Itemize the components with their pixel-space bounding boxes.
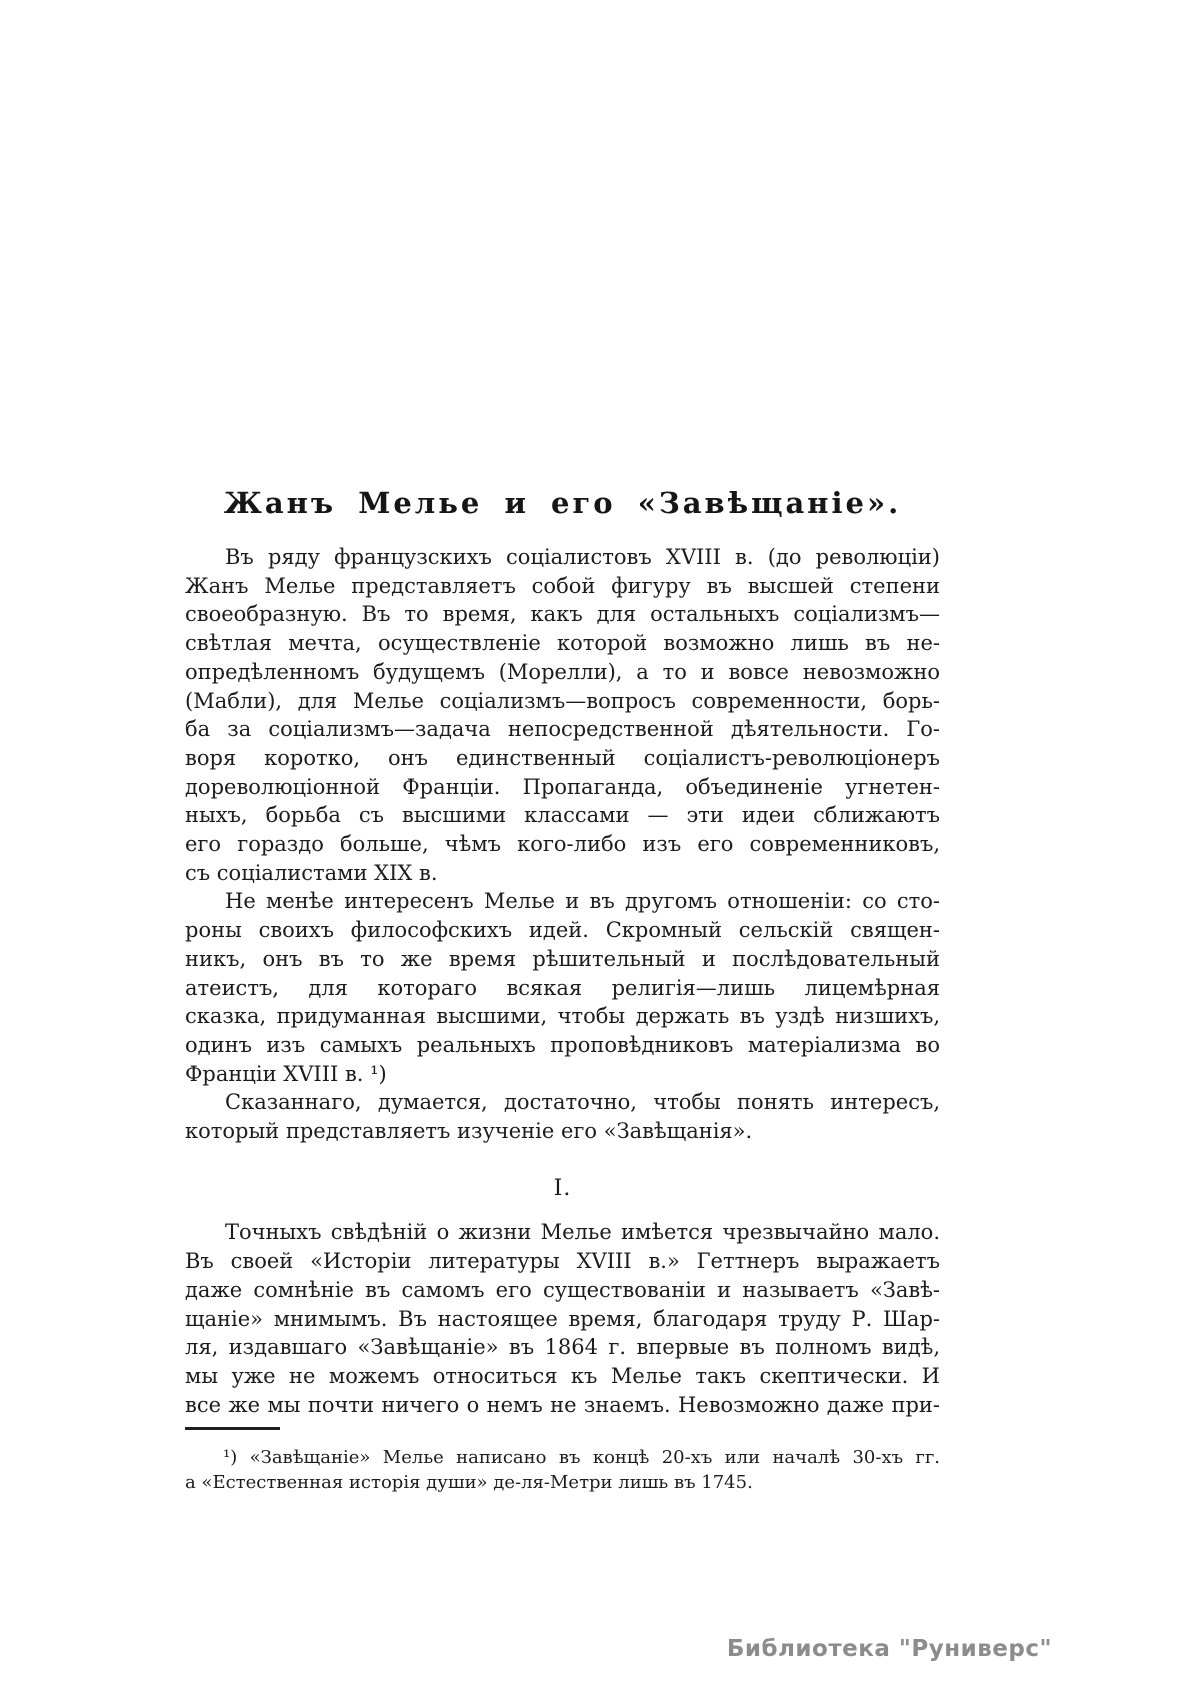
text-line: Сказаннаго, думается, достаточно, чтобы понять интересъ, — [225, 1090, 940, 1115]
text-line: атеистъ, для котораго всякая религія—лишь лицемѣрная — [185, 975, 940, 1000]
text-line: Точныхъ свѣдѣній о жизни Мелье имѣется чрезвычайно мало. — [225, 1220, 940, 1245]
text-line: никъ, онъ въ то же время рѣшительный и послѣдовательный — [185, 946, 940, 971]
text-line: Въ ряду французскихъ соціалистовъ XVIII в. (до революціи) — [225, 545, 940, 569]
text-line: свѣтлая мечта, осуществленіе которой возможно лишь въ не- — [185, 631, 940, 656]
paragraph-philosophy — [185, 887, 940, 1088]
text-line: даже сомнѣніе въ самомъ его существованіи и называетъ «Завѣ- — [185, 1277, 940, 1302]
text-line: ба за соціализмъ—задача непосредственной дѣятельности. Го- — [185, 717, 940, 742]
text-line: воря коротко, онъ единственный соціалистъ-революціонеръ — [185, 745, 940, 770]
text-line: своеобразную. Въ то время, какъ для остальныхъ соціализмъ— — [185, 602, 940, 627]
text-line: а «Естественная исторія души» де-ля-Метри лишь въ 1745. — [185, 1472, 753, 1493]
paragraph-section-one — [185, 1218, 940, 1419]
text-line: опредѣленномъ будущемъ (Морелли), а то и вовсе невозможно — [185, 659, 940, 684]
text-line: все же мы почти ничего о немъ не знаемъ. Невозможно даже при- — [185, 1392, 940, 1417]
library-watermark: Библиотека "Руниверс" — [726, 1636, 1052, 1662]
text-line: (Мабли), для Мелье соціализмъ—вопросъ современности, борь- — [185, 688, 940, 713]
footnote-separator — [185, 1427, 280, 1430]
text-line: одинъ изъ самыхъ реальныхъ проповѣдниковъ матеріализма во — [185, 1032, 940, 1057]
text-line: Въ своей «Исторіи литературы XVIII в.» Геттнеръ выражаетъ — [185, 1249, 940, 1274]
text-line: сказка, придуманная высшими, чтобы держать въ уздѣ низшихъ, — [185, 1004, 940, 1029]
section-heading: I. — [553, 1175, 572, 1201]
paragraph-intro — [185, 543, 940, 887]
text-line: Не менѣе интересенъ Мелье и въ другомъ отношеніи: со сто- — [225, 889, 940, 914]
text-line: который представляетъ изученіе его «Завѣщанія». — [185, 1119, 753, 1144]
text-line: Франціи XVIII в. ¹) — [185, 1061, 387, 1086]
text-line: его гораздо больше, чѣмъ кого-либо изъ его современниковъ, — [185, 832, 940, 857]
paragraph-summary — [185, 1088, 940, 1145]
text-line: дореволюціонной Франціи. Пропаганда, объединеніе угнетен- — [185, 774, 940, 799]
text-line: ¹) «Завѣщаніе» Мелье написано въ концѣ 20-хъ или началѣ 30-хъ гг. — [223, 1447, 940, 1468]
page-title: Жанъ Мелье и его «Завѣщаніе». — [223, 486, 902, 520]
text-line: ля, издавшаго «Завѣщаніе» въ 1864 г. впервые въ полномъ видѣ, — [185, 1335, 940, 1360]
text-line: ныхъ, борьба съ высшими классами — эти идеи сближаютъ — [185, 803, 940, 828]
text-line: Жанъ Мелье представляетъ собой фигуру въ высшей степени — [185, 573, 940, 598]
text-line: роны своихъ философскихъ идей. Скромный сельскій священ- — [185, 918, 940, 943]
text-line: съ соціалистами XIX в. — [185, 860, 438, 885]
footnote-block — [185, 1427, 940, 1495]
footnote — [185, 1445, 940, 1495]
text-line: мы уже не можемъ относиться къ Мелье такъ скептически. И — [185, 1363, 940, 1388]
text-line: щаніе» мнимымъ. Въ настоящее время, благодаря труду Р. Шар- — [185, 1306, 940, 1331]
text-column — [185, 543, 940, 1419]
